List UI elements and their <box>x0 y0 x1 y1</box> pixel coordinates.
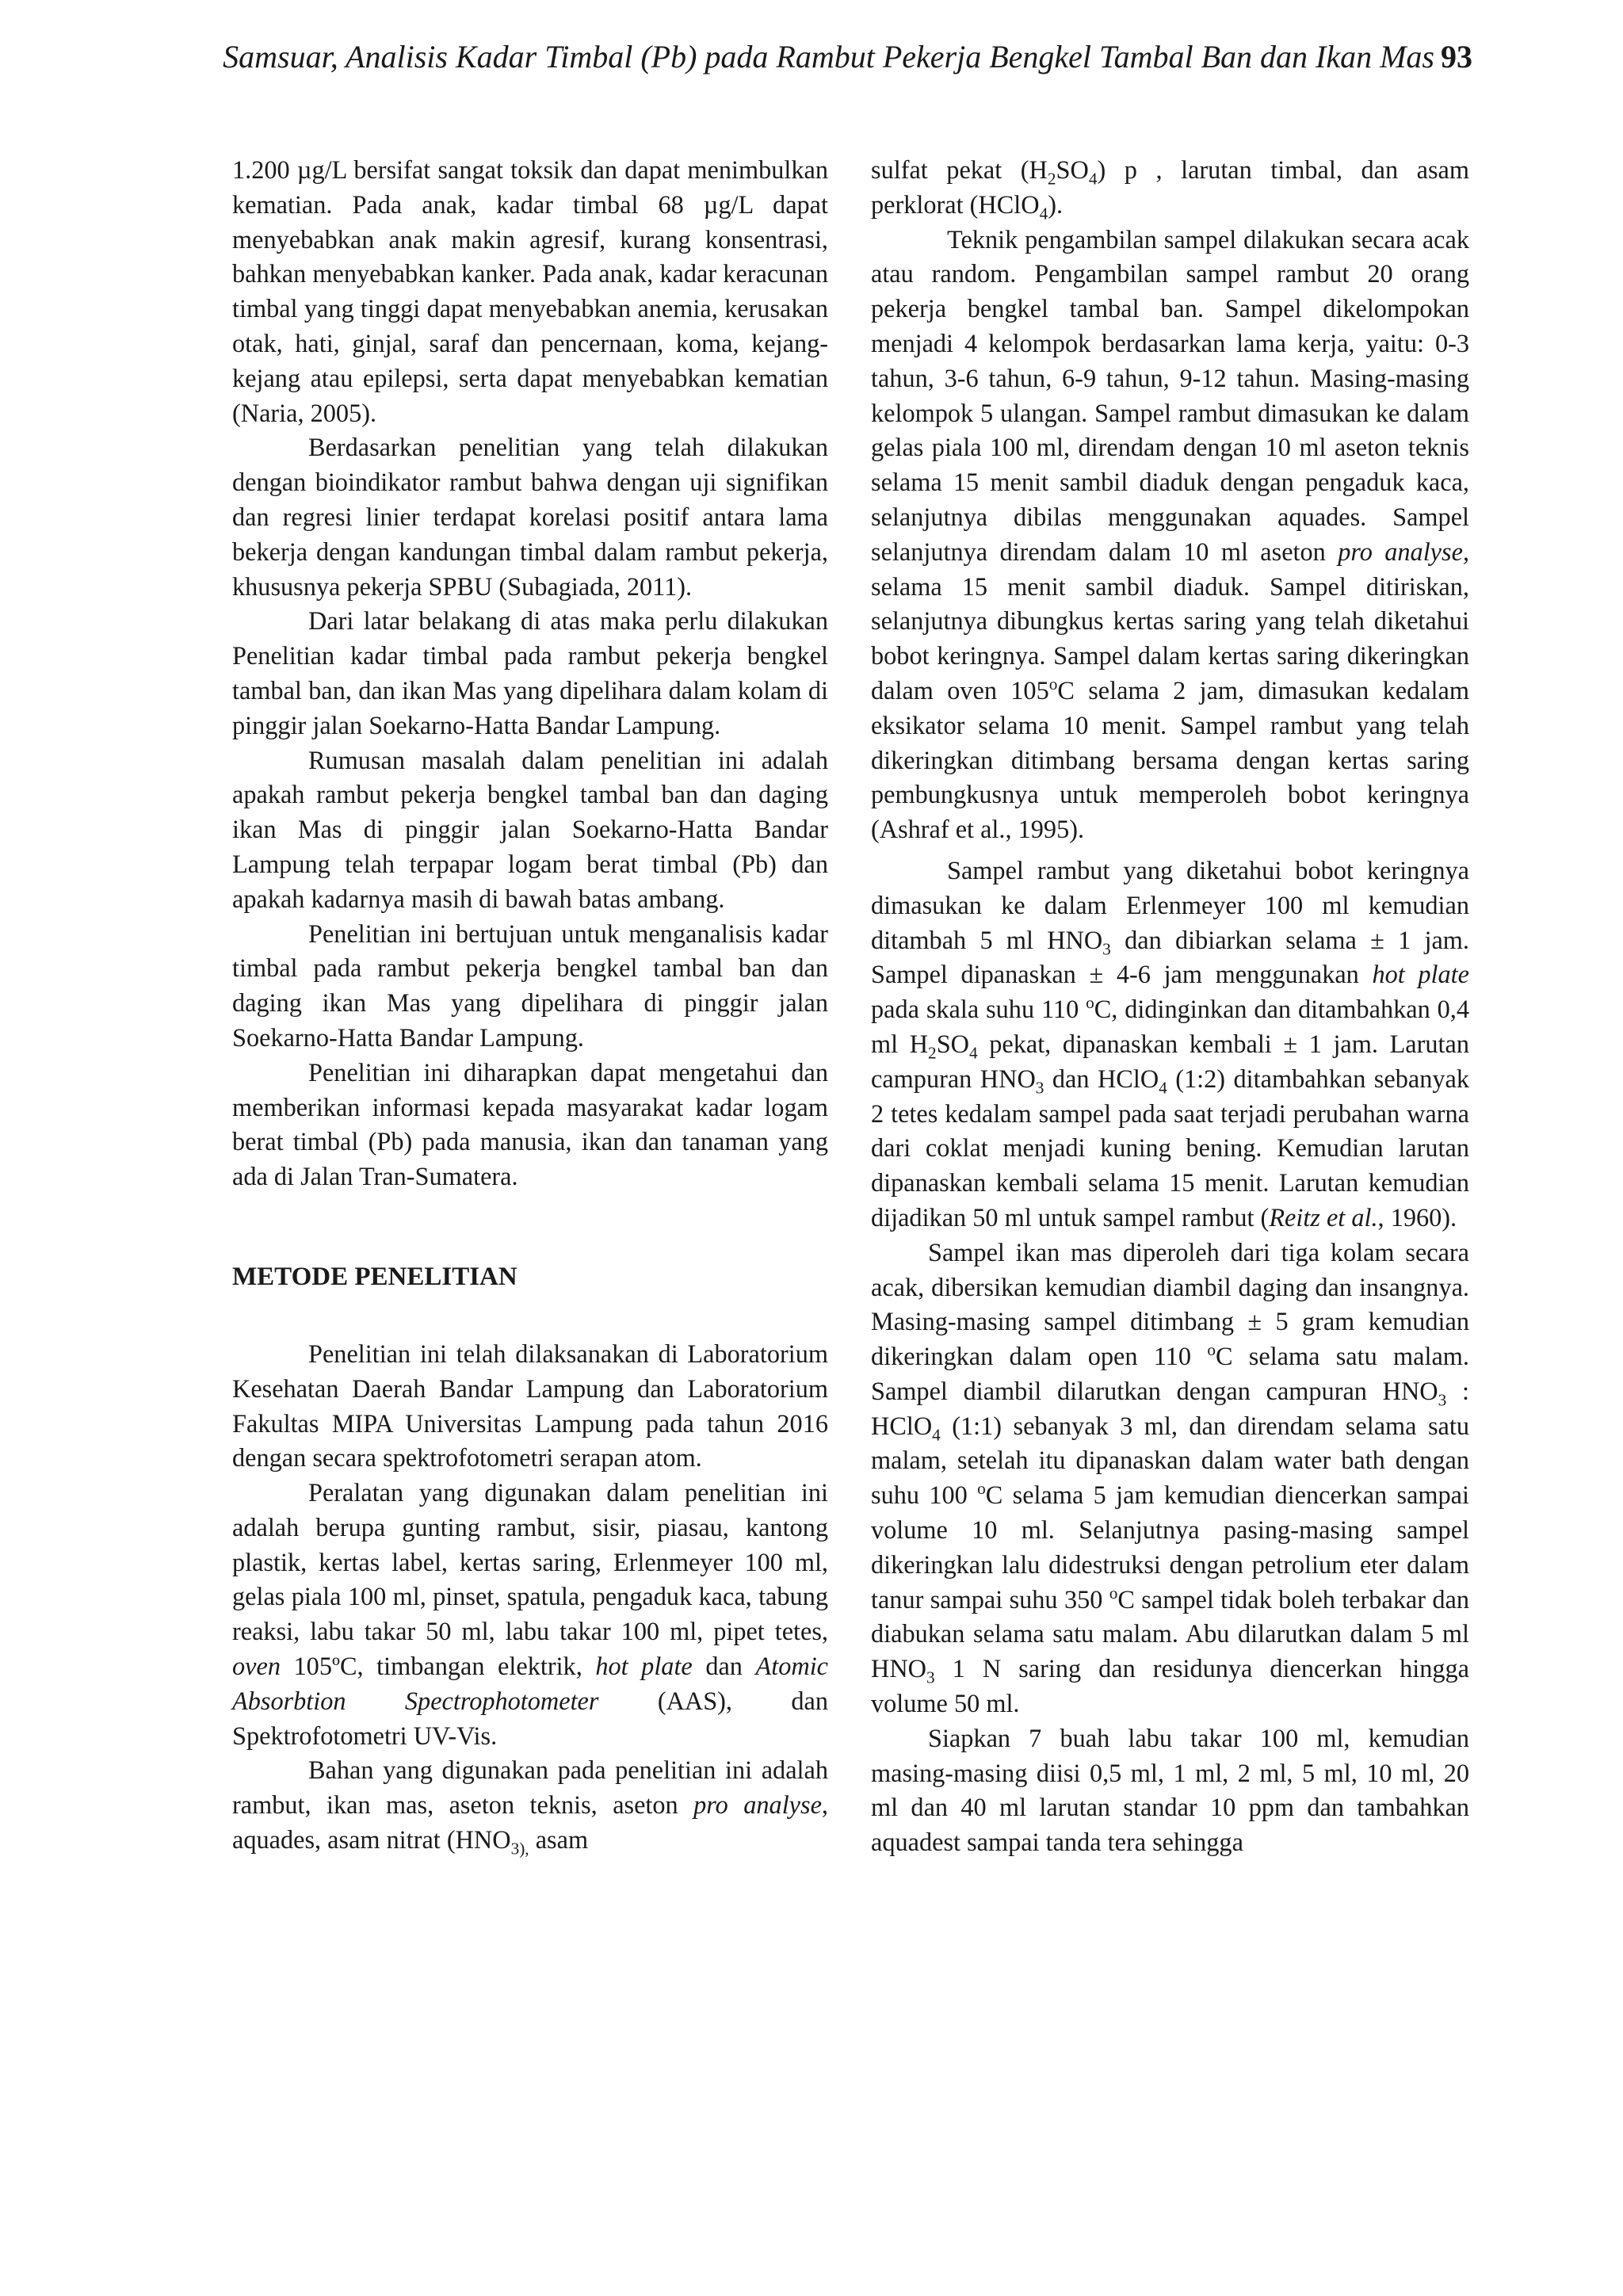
paragraph: sulfat pekat $(H_2SO_4)$ p , larutan timbal, dan asam perklorat (HClO$_4$). <box>871 155 1470 223</box>
running-title: Samsuar, Analisis Kadar Timbal (Pb) pada Rambut Pekerja Bengkel Tambal Ban dan Ikan Mas <box>223 39 1434 74</box>
paragraph: Teknik pengambilan sampel dilakukan secara acak atau random. Pengambilan sampel rambut 20 orang pekerja bengkel tambal ban. Sampel dikelompokan menjadi 4 kelompok berdasarkan lama kerja, yaitu: 0-3 tahun, 3-6 tahun, 6-9 tahun, 9-12 tahun. Masing-masing kelompok 5 ulangan. Sampel rambut dimasukan ke dalam gelas piala 100 ml, direndam dengan 10 ml aseton teknis selama 15 menit sambil diaduk dengan pengaduk kaca, selanjutnya dibilas menggunakan aquades. Sampel selanjutnya direndam dalam 10 ml aseton pro analyse, selama 15 menit sambil diaduk. Sampel ditiriskan, selanjutnya dibungkus kertas saring yang telah diketahui bobot keringnya. Sampel dalam kertas saring dikeringkan dalam oven 105$^o$C selama 2 jam, dimasukan kedalam eksikator selama 10 menit. Sampel rambut yang telah dikeringkan ditimbang bersama dengan kertas saring pembungkusnya untuk memperoleh bobot keringnya (Ashraf et al., 1995). <box>871 224 1469 844</box>
paragraph: Sampel ikan mas diperoleh dari tiga kolam secara acak, dibersikan kemudian diambil daging dan insangnya. Masing-masing sampel ditimbang ± 5 gram kemudian dikeringkan dalam open 110 $^o$C selama satu malam. Sampel diambil dilarutkan dengan campuran $HNO_3$ : HClO$_4$ (1:1) sebanyak 3 ml, dan direndam selama satu malam, setelah itu dipanaskan dalam water bath dengan suhu 100 $^o$C selama 5 jam kemudian diencerkan sampai volume 10 ml. Selanjutnya pasing-masing sampel dikeringkan lalu didestruksi dengan petrolium eter dalam tanur sampai suhu 350 $^o$C sampel tidak boleh terbakar dan diabukan selama satu malam. Abu dilarutkan dalam 5 ml $HNO_3$ 1 N saring dan residunya diencerkan hingga volume 50 ml. <box>871 1237 1469 1718</box>
page-number: 93 <box>1441 39 1472 74</box>
paragraph: Penelitian ini diharapkan dapat mengetahui dan memberikan informasi kepada masyarakat kadar logam berat timbal (Pb) pada manusia, ikan dan tanaman yang ada di Jalan Tran-Sumatera. <box>232 1057 828 1191</box>
paragraph: Siapkan 7 buah labu takar 100 ml, kemudian masing-masing diisi 0,5 ml, 1 ml, 2 ml, 5 ml, 10 ml, 20 ml dan 40 ml larutan standar 10 ppm dan tambahkan aquadest sampai tanda tera sehingga <box>871 1723 1469 1857</box>
paragraph: Sampel rambut yang diketahui bobot keringnya dimasukan ke dalam Erlenmeyer 100 ml kemudian ditambah 5 ml $HNO_3$ dan dibiarkan selama ± 1 jam. Sampel dipanaskan ± 4-6 jam menggunakan hot plate pada skala suhu 110 $^o$C, didinginkan dan ditambahkan 0,4 ml $H_2SO_4$ pekat, dipanaskan kembali ± 1 jam. Larutan campuran $HNO_3$ dan HClO$_4$ (1:2) ditambahkan sebanyak 2 tetes kedalam sampel pada saat terjadi perubahan warna dari coklat menjadi kuning bening. Kemudian larutan dipanaskan kembali selama 15 menit. Larutan kemudian dijadikan 50 ml untuk sampel rambut (Reitz et al., 1960). <box>871 855 1470 1232</box>
paragraph: Penelitian ini bertujuan untuk menganalisis kadar timbal pada rambut pekerja bengkel tambal ban dan daging ikan Mas yang dipelihara di pinggir jalan Soekarno-Hatta Bandar Lampung. <box>232 919 828 1052</box>
paragraph: Berdasarkan penelitian yang telah dilakukan dengan bioindikator rambut bahwa dengan uji signifikan dan regresi linier terdapat korelasi positif antara lama bekerja dengan kandungan timbal dalam rambut pekerja, khususnya pekerja SPBU (Subagiada, 2011). <box>232 433 828 601</box>
paragraph: Rumusan masalah dalam penelitian ini adalah apakah rambut pekerja bengkel tambal ban dan daging ikan Mas di pinggir jalan Soekarno-Hatta Bandar Lampung telah terpapar logam berat timbal (Pb) dan apakah kadarnya masih di bawah batas ambang. <box>232 745 828 913</box>
paragraph: Peralatan yang digunakan dalam penelitian ini adalah berupa gunting rambut, sisir, piasau, kantong plastik, kertas label, kertas saring, Erlenmeyer 100 ml, gelas piala 100 ml, pinset, spatula, pengaduk kaca, tabung reaksi, labu takar 50 ml, labu takar 100 ml, pipet tetes, oven 105ºC, timbangan elektrik, hot plate dan Atomic Absorbtion Spectrophotometer (AAS), dan Spektrofotometri UV-Vis. <box>232 1478 829 1750</box>
running-header <box>223 38 1472 76</box>
section-heading: METODE PENELITIAN <box>232 1262 517 1291</box>
paragraph: Bahan yang digunakan pada penelitian ini adalah rambut, ikan mas, aseton teknis, aseton pro analyse, aquades, asam nitrat ($HNO_{3),}$ asam <box>232 1755 828 1859</box>
left-column <box>232 153 828 1858</box>
paragraph: Dari latar belakang di atas maka perlu dilakukan Penelitian kadar timbal pada rambut pekerja bengkel tambal ban, dan ikan Mas yang dipelihara dalam kolam di pinggir jalan Soekarno-Hatta Bandar Lampung. <box>232 606 828 739</box>
paragraph: Penelitian ini telah dilaksanakan di Laboratorium Kesehatan Daerah Bandar Lampung dan Laboratorium Fakultas MIPA Universitas Lampung pada tahun 2016 dengan secara spektrofotometri serapan atom. <box>232 1339 828 1473</box>
paragraph: 1.200 µg/L bersifat sangat toksik dan dapat menimbulkan kematian. Pada anak, kadar timbal 68 µg/L dapat menyebabkan anak makin agresif, kurang konsentrasi, bahkan menyebabkan kanker. Pada anak, kadar keracunan timbal yang tinggi dapat menyebabkan anemia, kerusakan otak, hati, ginjal, saraf dan pencernaan, koma, kejang-kejang atau epilepsi, serta dapat menyebabkan kematian (Naria, 2005). <box>232 155 828 427</box>
right-column <box>871 153 1469 1860</box>
